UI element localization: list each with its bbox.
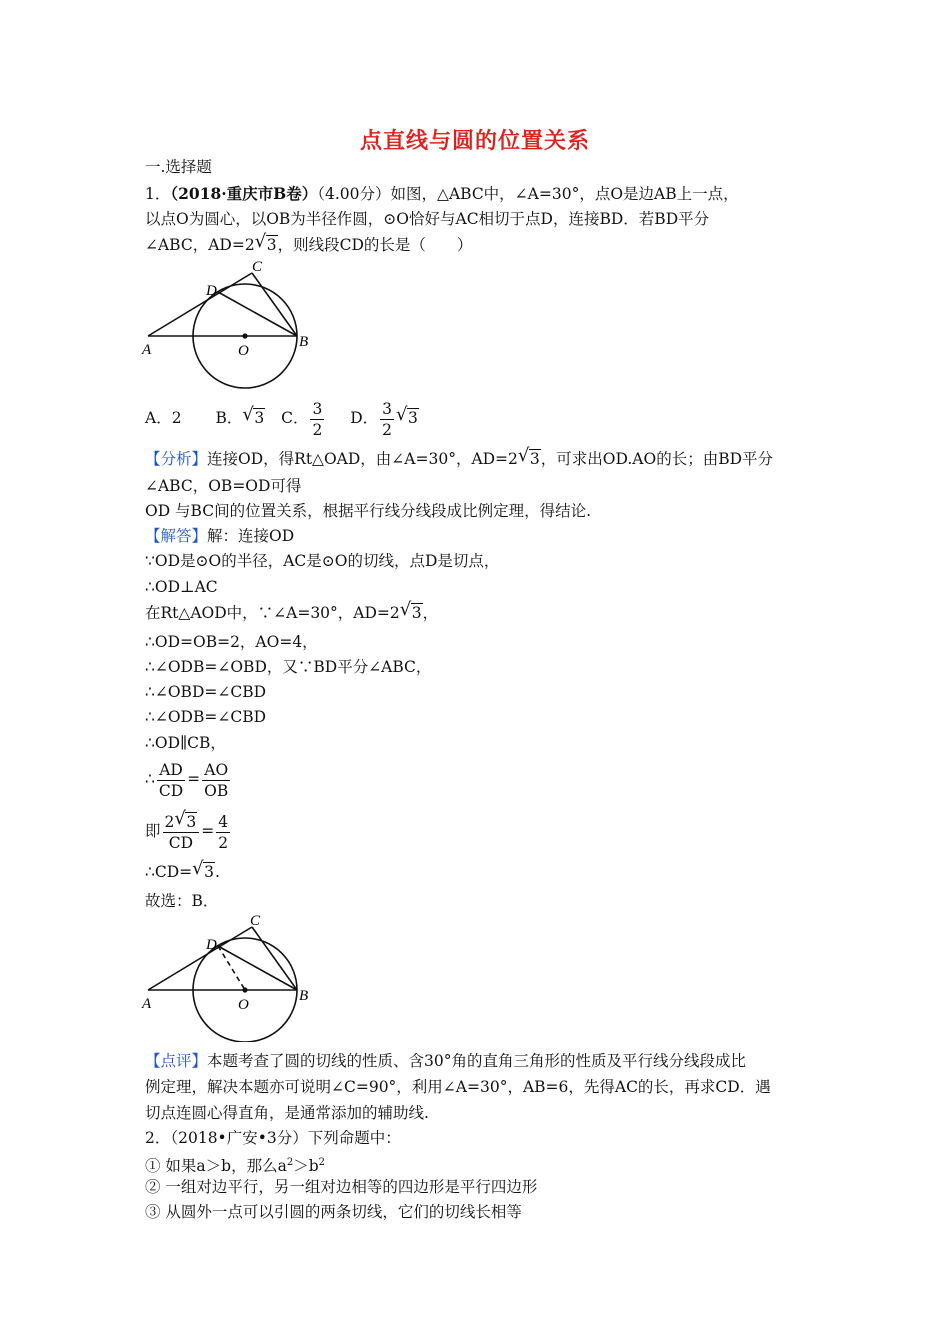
comment-line-3: 切点连圆心得直角，是通常添加的辅助线. <box>145 1104 429 1122</box>
question-1-line-3 <box>145 231 473 256</box>
sqrt-expression: √ 3 <box>174 807 197 831</box>
solution-line-7: ∴∠OBD=∠CBD <box>145 683 267 701</box>
question-text: （4.00分）如图，△ABC中，∠A=30°，点O是边AB上一点， <box>317 185 739 203</box>
question-2-line-3: ② 一组对边平行，另一组对边相等的四边形是平行四边形 <box>145 1178 538 1196</box>
radicand: 3 <box>186 812 197 831</box>
text-segment: ，可求出OD.AO的长；由BD平分 <box>540 450 774 468</box>
label-c: C <box>250 913 261 929</box>
text-segment: ∠ABC，AD=2 <box>145 236 255 254</box>
analysis-line-3: OD 与BC间的位置关系，根据平行线分线段成比例定理，得结论. <box>145 502 592 520</box>
sqrt-expression: √ 3 <box>254 231 277 254</box>
label-o: O <box>238 997 249 1013</box>
solution-line-13: 故选：B． <box>145 892 219 910</box>
label-b: B <box>299 988 309 1004</box>
option-a: A．2 <box>145 409 182 427</box>
fraction-ad-cd <box>157 760 185 801</box>
geometry-figure-2 <box>140 910 320 1042</box>
analysis-tag: 【分析】 <box>145 450 208 468</box>
superscript: 2 <box>286 1157 294 1168</box>
numerator: AD <box>157 760 185 781</box>
numerator: 4 <box>218 812 229 831</box>
option-b-label: B． <box>215 409 243 427</box>
equals-sign: = <box>201 822 215 840</box>
question-2-line-4: ③ 从圆外一点可以引圆的两条切线，它们的切线长相等 <box>145 1203 522 1221</box>
denominator: OB <box>204 781 229 800</box>
question-1-line-1 <box>145 183 739 205</box>
numerator: AO <box>202 760 230 781</box>
denominator: CD <box>158 781 184 800</box>
solution-line-6: ∴∠ODB=∠OBD，又∵BD平分∠ABC， <box>145 658 432 676</box>
numerator: 3 <box>312 399 323 418</box>
text-segment: ∴CD= <box>145 863 193 881</box>
radicand: 3 <box>408 409 418 427</box>
text-segment: 本题考查了圆的切线的性质、含30°角的直角三角形的性质及平行线分线段成比 <box>207 1052 746 1070</box>
text-segment: ＞b <box>293 1157 319 1176</box>
radicand: 3 <box>266 236 277 254</box>
label-c: C <box>252 259 263 275</box>
fraction-4-2 <box>216 812 230 853</box>
sqrt-expression: √ 3 <box>399 599 422 622</box>
fraction-2sqrt3-cd <box>163 807 200 853</box>
radicand: 3 <box>529 450 540 468</box>
page-title: 点直线与圆的位置关系 <box>359 128 590 154</box>
text-segment: 解：连接OD <box>207 527 295 545</box>
solution-line-11 <box>145 807 232 853</box>
solution-line-4 <box>145 599 439 624</box>
numerator <box>163 807 200 833</box>
text-segment: ，则线段CD的长是（ ） <box>277 236 473 254</box>
solution-line-2: ∵OD是⊙O的半径，AC是⊙O的切线，点D是切点， <box>145 552 500 570</box>
numerator: 3 <box>382 399 393 418</box>
text-segment: . <box>215 863 220 881</box>
option-d-label: D． <box>350 409 379 427</box>
label-a: A <box>142 996 152 1012</box>
option-d-fraction <box>380 399 394 440</box>
equals-sign: = <box>187 770 201 788</box>
solution-line-5: ∴OD=OB=2，AO=4， <box>145 633 318 651</box>
option-c-fraction <box>310 399 324 440</box>
fraction-ao-ob <box>202 760 230 801</box>
comment-line-1 <box>145 1050 746 1072</box>
solution-line-12 <box>145 858 220 883</box>
section-heading: 一.选择题 <box>145 158 212 176</box>
solution-line-8: ∴∠ODB=∠CBD <box>145 708 267 726</box>
analysis-line-1 <box>145 445 774 470</box>
analysis-line-2: ∠ABC，OB=OD可得 <box>145 477 302 495</box>
label-o: O <box>238 343 249 359</box>
denominator: CD <box>168 833 194 852</box>
solution-line-1 <box>145 525 294 547</box>
sqrt-expression: √ 3 <box>517 445 540 468</box>
denominator: 2 <box>312 420 323 439</box>
option-b-sqrt: √ 3 <box>242 404 265 427</box>
question-2-line-2 <box>145 1152 325 1177</box>
sqrt-expression: √ 3 <box>192 858 215 881</box>
label-a: A <box>142 342 152 358</box>
radicand: 3 <box>254 409 265 427</box>
solution-line-3: ∴OD⊥AC <box>145 578 218 596</box>
radicand: 3 <box>204 863 215 881</box>
superscript: 2 <box>318 1157 326 1168</box>
denominator: 2 <box>218 833 229 852</box>
denominator: 2 <box>382 420 393 439</box>
comment-line-2: 例定理，解决本题亦可说明∠C=90°，利用∠A=30°，AB=6，先得AC的长，再求CD．遇 <box>145 1078 771 1096</box>
text-segment: 连接OD，得Rt△OAD，由∠A=30°，AD=2 <box>207 450 518 468</box>
text-segment: 在Rt△AOD中，∵∠A=30°，AD=2 <box>145 604 400 622</box>
solution-tag: 【解答】 <box>145 527 208 545</box>
coefficient: 2 <box>164 812 175 831</box>
text-segment: ∴ <box>145 770 155 788</box>
label-d: D <box>206 937 217 953</box>
text-segment: 即 <box>145 822 161 840</box>
geometry-figure-1 <box>140 258 320 390</box>
answer-options <box>145 398 419 440</box>
question-number: 1． <box>145 185 171 203</box>
comment-tag: 【点评】 <box>145 1052 208 1070</box>
question-source: （2018·重庆市B卷） <box>170 184 318 203</box>
question-1-line-2: 以点O为圆心，以OB为半径作圆，⊙O恰好与AC相切于点D，连接BD．若BD平分 <box>145 210 710 228</box>
label-b: B <box>299 334 309 350</box>
text-segment: ① 如果a＞b，那么a <box>145 1157 287 1176</box>
solution-line-10 <box>145 758 232 801</box>
label-d: D <box>206 283 217 299</box>
question-2-line-1: 2．（2018•广安•3分）下列命题中： <box>145 1129 401 1147</box>
solution-line-9: ∴OD∥CB， <box>145 734 226 752</box>
option-d-sqrt: √ 3 <box>396 404 418 427</box>
radicand: 3 <box>411 604 422 622</box>
option-c-label: C． <box>281 409 309 427</box>
text-segment: ， <box>422 604 439 622</box>
